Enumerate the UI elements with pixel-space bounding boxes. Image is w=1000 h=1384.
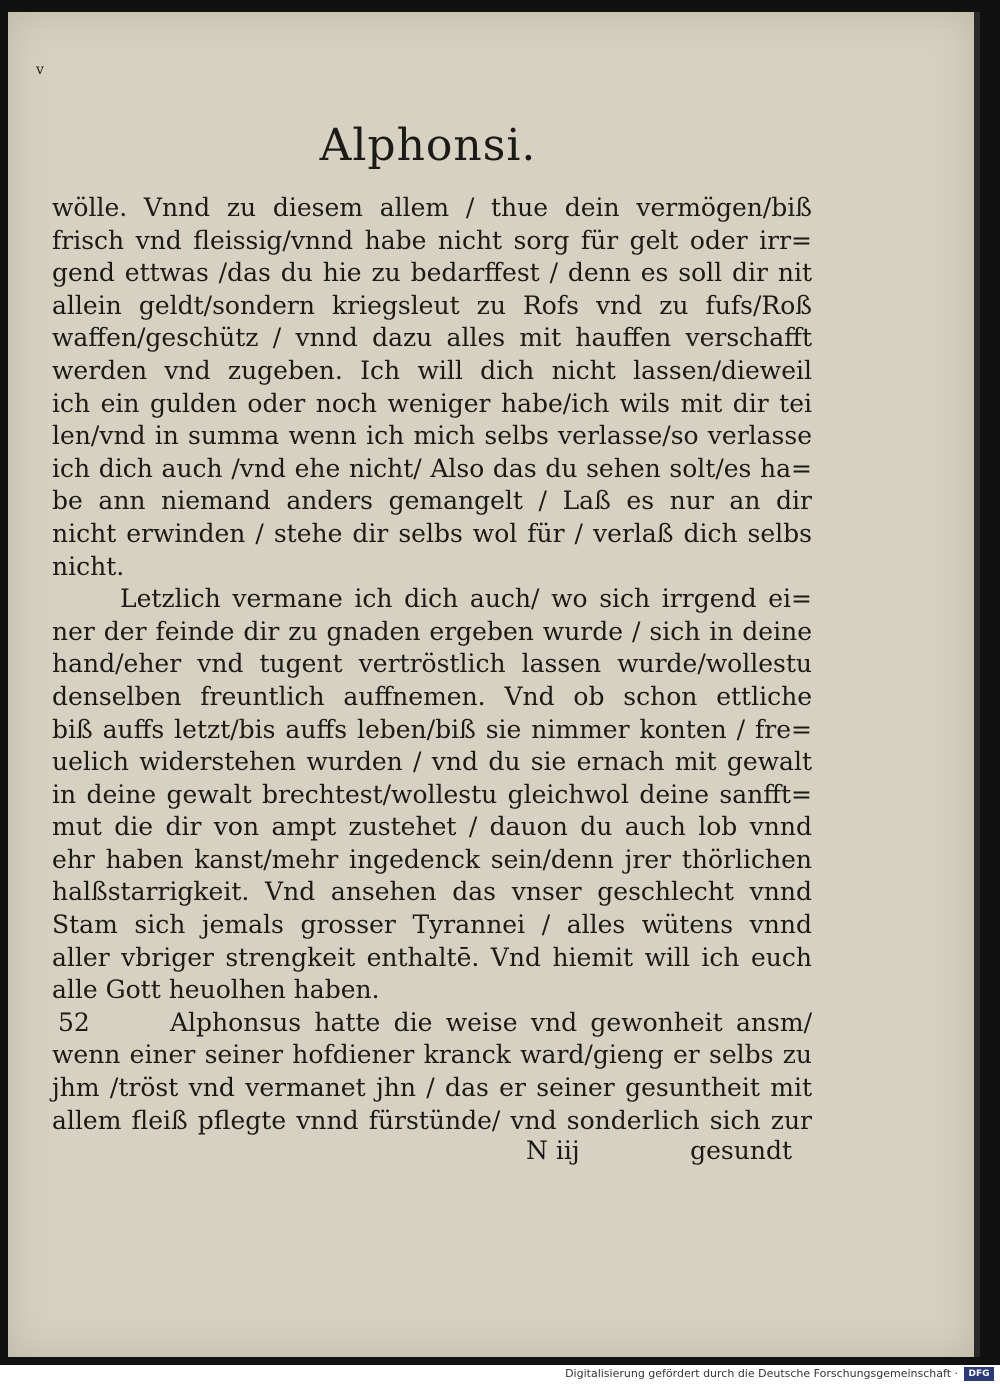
text-line: wölle. Vnnd zu diesem allem / thue dein vermögen/biß — [52, 193, 812, 222]
section-number: 52 — [58, 1007, 90, 1037]
text-line: be ann niemand anders gemangelt / Laß es nur an dir — [52, 486, 812, 516]
text-line: nicht erwinden / stehe dir selbs wol für / verlaß dich selbs — [52, 518, 812, 548]
catchword: gesundt — [690, 1136, 792, 1165]
text-block — [52, 192, 812, 1137]
text-line: in deine gewalt brechtest/wollestu gleichwol deine sanfft= — [52, 779, 812, 809]
text-line: mut die dir von ampt zustehet / dauon du auch lob vnnd — [52, 812, 812, 842]
text-line: denselben freuntlich auffnemen. Vnd ob schon ettliche — [52, 681, 812, 711]
dfg-logo: DFG — [964, 1367, 994, 1381]
text-line: Alphonsus hatte die weise vnd gewonheit ansm/ — [170, 1007, 812, 1037]
text-line: biß auffs letzt/bis auffs leben/biß sie nimmer konten / fre= — [52, 714, 812, 744]
text-line: halßstarrigkeit. Vnd ansehen das vnser geschlecht vnnd — [52, 877, 812, 907]
corner-mark: v — [36, 62, 44, 78]
text-line: len/vnd in summa wenn ich mich selbs verlasse/so verlasse — [52, 421, 812, 451]
text-line: ehr haben kanst/mehr ingedenck sein/denn jrer thörlichen — [52, 844, 812, 874]
text-line: Letzlich vermane ich dich auch/ wo sich irrgend ei= — [120, 584, 812, 614]
book-page — [8, 12, 980, 1357]
running-head: Alphonsi. — [319, 120, 537, 171]
text-line: frisch vnd fleissig/vnnd habe nicht sorg für gelt oder irr= — [52, 225, 812, 255]
text-line: Stam sich jemals grosser Tyrannei / alles wütens vnnd — [52, 910, 812, 940]
text-line: allein geldt/sondern kriegsleut zu Rofs vnd zu fufs/Roß — [52, 290, 812, 320]
numbered-line — [52, 1007, 812, 1040]
credit-bar — [0, 1365, 1000, 1384]
credit-text: Digitalisierung gefördert durch die Deutsche Forschungsgemeinschaft · — [565, 1367, 958, 1380]
text-line: uelich widerstehen wurden / vnd du sie ernach mit gewalt — [52, 747, 812, 777]
text-line: jhm /tröst vnd vermanet jhn / das er seiner gesuntheit mit — [52, 1073, 812, 1103]
signature-mark: N iij — [526, 1136, 580, 1165]
text-line: ich dich auch /vnd ehe nicht/ Also das du sehen solt/es ha= — [52, 453, 812, 483]
text-line: ich ein gulden oder noch weniger habe/ich wils mit dir tei — [52, 388, 812, 418]
text-line: waffen/geschütz / vnnd dazu alles mit hauffen verschafft — [52, 323, 812, 353]
text-line: aller vbriger strengkeit enthaltē. Vnd hiemit will ich euch — [52, 942, 812, 972]
text-line: hand/eher vnd tugent vertröstlich lassen wurde/wollestu — [52, 649, 812, 679]
text-line: ner der feinde dir zu gnaden ergeben wurde / sich in deine — [52, 616, 812, 646]
text-line: alle Gott heuolhen haben. — [52, 975, 380, 1005]
text-line: nicht. — [52, 551, 125, 581]
text-line: wenn einer seiner hofdiener kranck ward/gieng er selbs zu — [52, 1040, 812, 1070]
text-line: allem fleiß pflegte vnnd fürstünde/ vnd sonderlich sich zur — [52, 1105, 812, 1135]
text-line: gend ettwas /das du hie zu bedarffest / denn es soll dir nit — [52, 258, 812, 288]
text-line: werden vnd zugeben. Ich will dich nicht lassen/dieweil — [52, 355, 812, 385]
